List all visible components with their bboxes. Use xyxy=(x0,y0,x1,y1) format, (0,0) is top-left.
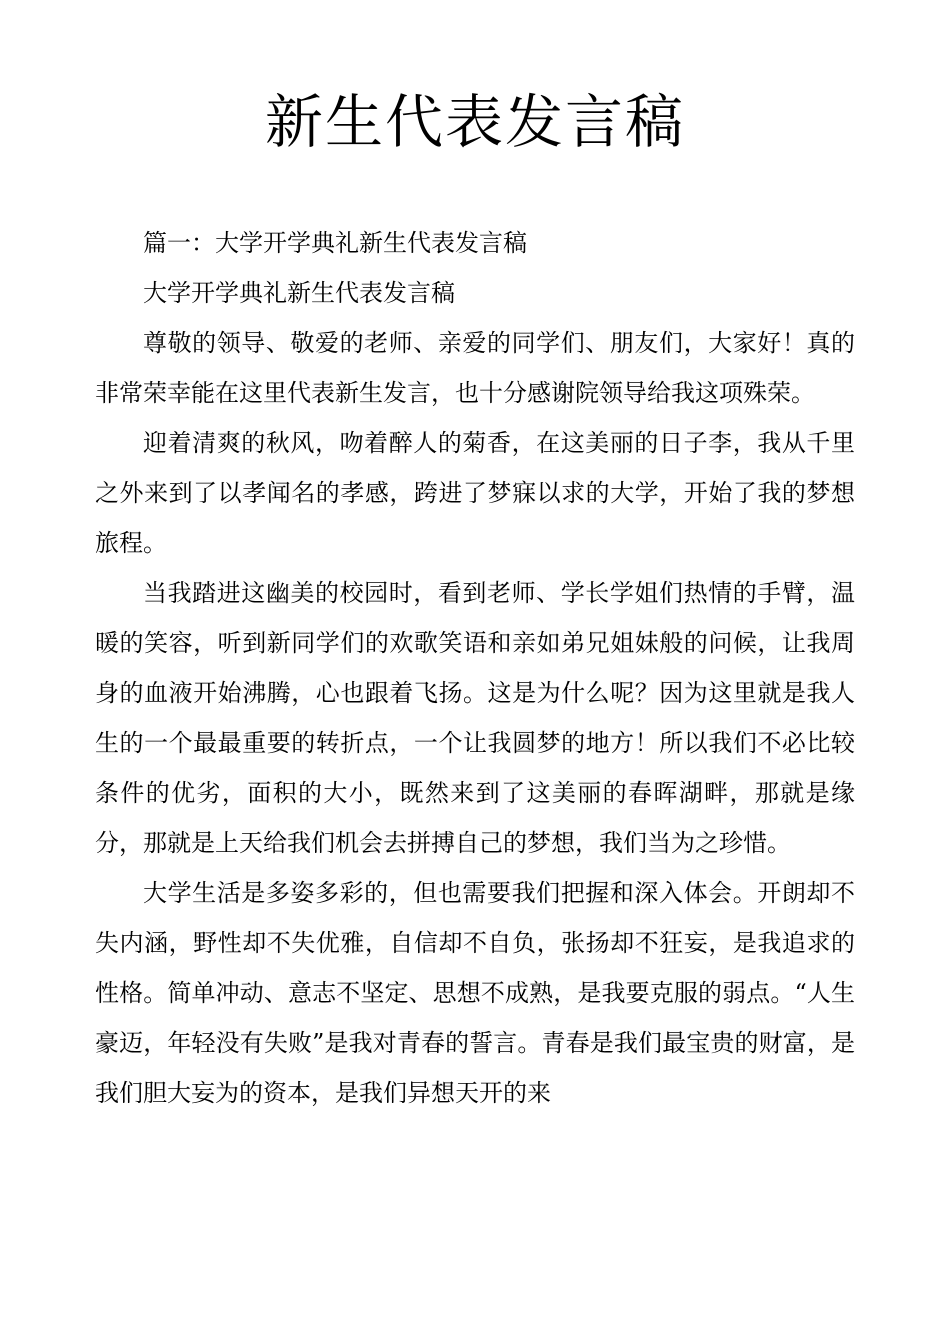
paragraph-campus: 当我踏进这幽美的校园时，看到老师、学长学姐们热情的手臂，温暖的笑容，听到新同学们的欢歌笑语和亲如弟兄姐妹般的问候，让我周身的血液开始沸腾，心也跟着飞扬。这是为什么呢？因为这里就是我人生的一个最最重要的转折点，一个让我圆梦的地方！所以我们不必比较条件的优劣，面积的大小，既然来到了这美丽的春晖湖畔，那就是缘分，那就是上天给我们机会去拼搏自己的梦想，我们当为之珍惜。 xyxy=(95,579,855,857)
paragraph-college-life: 大学生活是多姿多彩的，但也需要我们把握和深入体会。开朗却不失内涵，野性却不失优雅，自信却不自负，张扬却不狂妄，是我追求的性格。简单冲动、意志不坚定、思想不成熟，是我要克服的弱点。“人生豪迈，年轻没有失败”是我对青春的誓言。青春是我们最宝贵的财富，是我们胆大妄为的资本，是我们异想天开的来 xyxy=(95,879,855,1107)
paragraph-section-heading: 篇一：大学开学典礼新生代表发言稿 xyxy=(143,229,527,257)
paragraph-speech-title: 大学开学典礼新生代表发言稿 xyxy=(143,279,455,307)
paragraph-arrival: 迎着清爽的秋风，吻着醉人的菊香，在这美丽的日子李，我从千里之外来到了以孝闻名的孝感，跨进了梦寐以求的大学，开始了我的梦想旅程。 xyxy=(95,429,855,557)
document-title: 新生代表发言稿 xyxy=(264,88,685,156)
paragraph-greeting: 尊敬的领导、敬爱的老师、亲爱的同学们、朋友们，大家好！真的非常荣幸能在这里代表新生发言，也十分感谢院领导给我这项殊荣。 xyxy=(95,329,855,407)
document-body xyxy=(95,218,855,1118)
